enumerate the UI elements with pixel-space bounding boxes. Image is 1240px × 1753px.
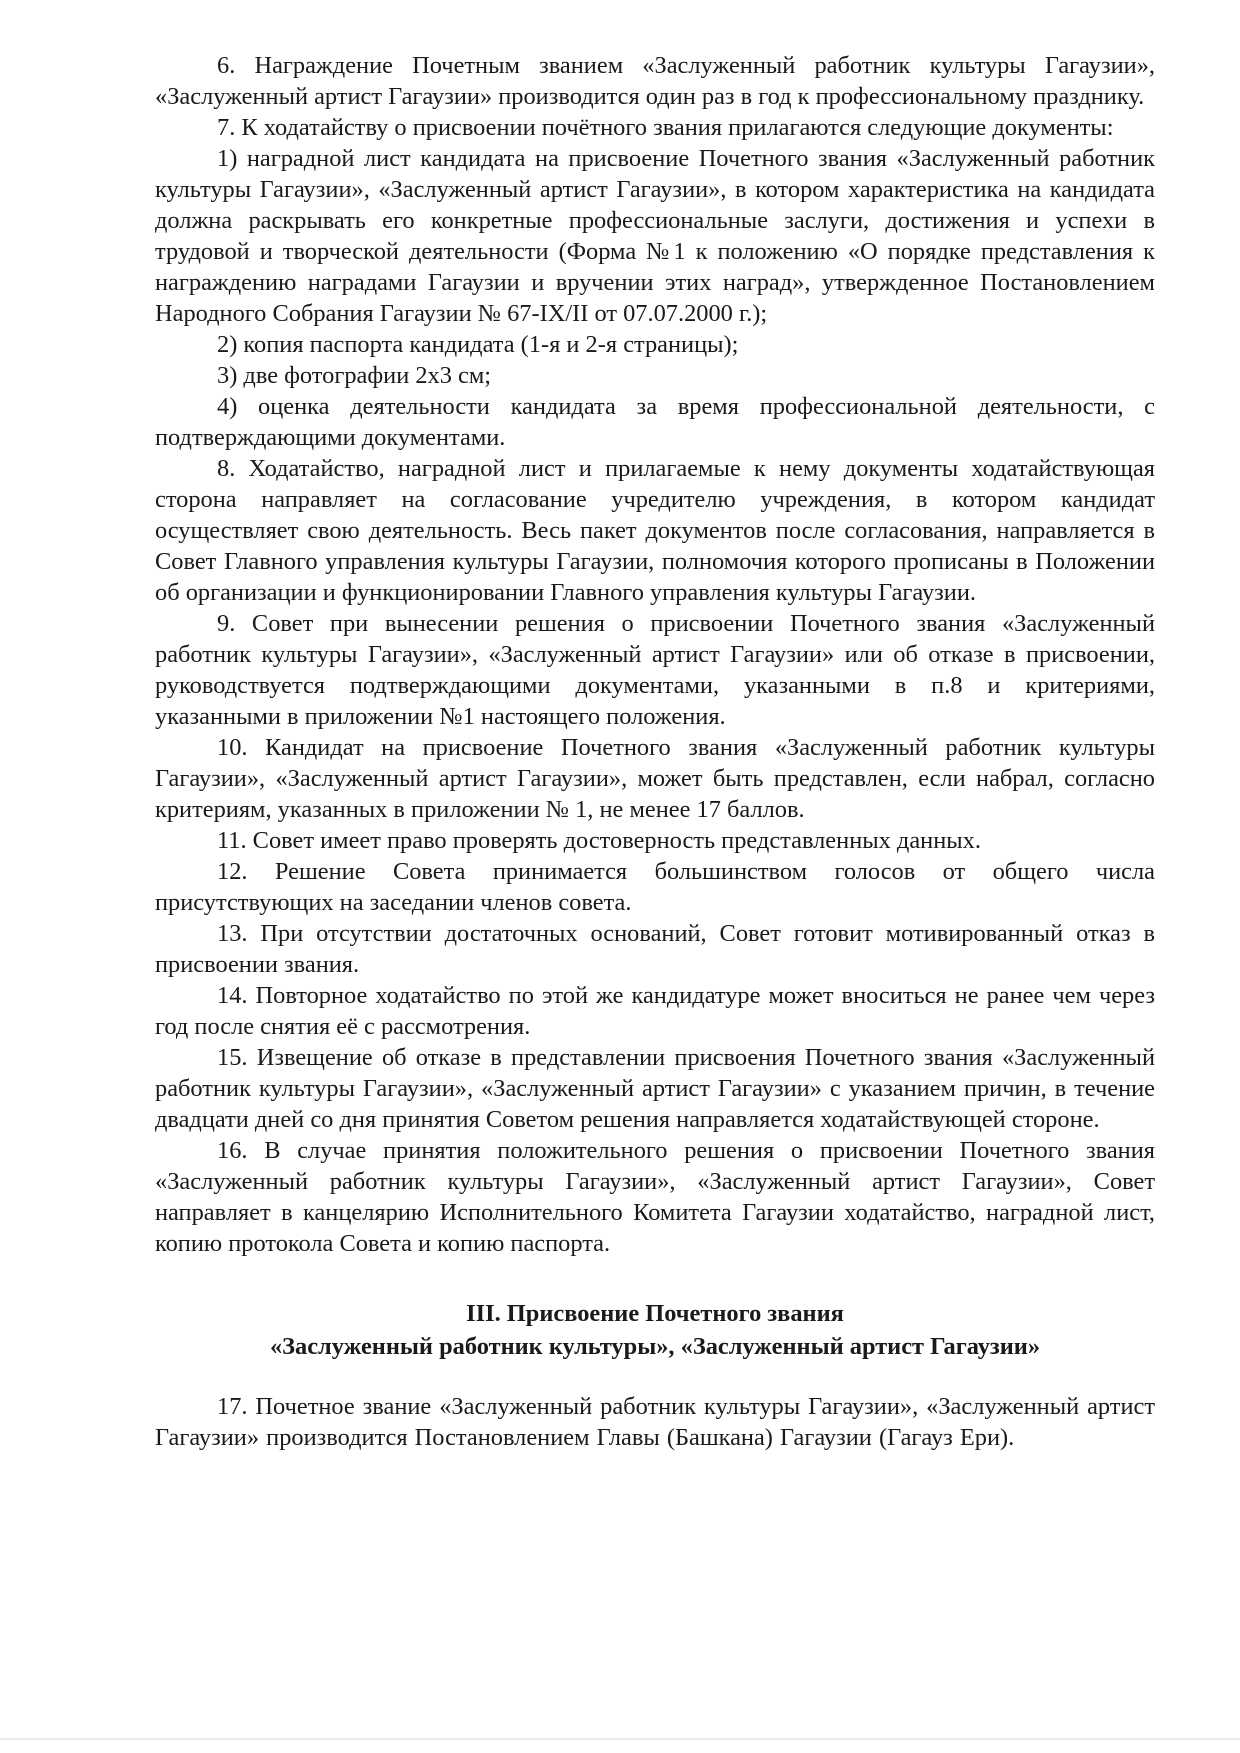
paragraph-16: 16. В случае принятия положительного решения о присвоении Почетного звания «Заслуженный работник культуры Гагаузии», «Заслуженный артист Гагаузии», Совет направляет в канцелярию Исполнительного Комитета Гагаузии ходатайство, наградной лист, копию протокола Совета и копию паспорта. (155, 1137, 1155, 1257)
list-item-3: 3) две фотографии 2х3 см; (217, 362, 492, 389)
list-item-2: 2) копия паспорта кандидата (1-я и 2-я страницы); (217, 331, 739, 358)
paragraph-7: 7. К ходатайству о присвоении почётного звания прилагаются следующие документы: (217, 114, 1114, 141)
section-heading (155, 1297, 1155, 1363)
document-page (155, 50, 1155, 1453)
list-item-1: 1) наградной лист кандидата на присвоение Почетного звания «Заслуженный работник культуры Гагаузии», «Заслуженный артист Гагаузии», в котором характеристика на кандидата должна раскрывать его конкретные профессиональные заслуги, достижения и успехи в трудовой и творческой деятельности (Форма №1 к положению «О порядке представления к награждению наградами Гагаузии и вручении этих наград», утвержденное Постановлением Народного Собрания Гагаузии № 67-IX/II от 07.07.2000 г.); (155, 145, 1155, 327)
paragraph-6: 6. Награждение Почетным званием «Заслуженный работник культуры Гагаузии», «Заслуженный артист Гагаузии» производится один раз в год к профессиональному празднику. (155, 52, 1155, 110)
paragraph-11: 11. Совет имеет право проверять достоверность представленных данных. (217, 827, 981, 854)
paragraph-13: 13. При отсутствии достаточных оснований, Совет готовит мотивированный отказ в присвоении звания. (155, 920, 1155, 978)
paragraph-15: 15. Извещение об отказе в представлении присвоения Почетного звания «Заслуженный работник культуры Гагаузии», «Заслуженный артист Гагаузии» с указанием причин, в течение двадцати дней со дня принятия Советом решения направляется ходатайствующей стороне. (155, 1044, 1155, 1133)
paragraph-14: 14. Повторное ходатайство по этой же кандидатуре может вноситься не ранее чем через год после снятия её с рассмотрения. (155, 982, 1155, 1040)
scan-edge-divider (0, 1738, 1240, 1740)
paragraph-10: 10. Кандидат на присвоение Почетного звания «Заслуженный работник культуры Гагаузии», «Заслуженный артист Гагаузии», может быть представлен, если набрал, согласно критериям, указанных в приложении № 1, не менее 17 баллов. (155, 734, 1155, 823)
paragraph-12: 12. Решение Совета принимается большинством голосов от общего числа присутствующих на заседании членов совета. (155, 858, 1155, 916)
paragraph-9: 9. Совет при вынесении решения о присвоении Почетного звания «Заслуженный работник культуры Гагаузии», «Заслуженный артист Гагаузии» или об отказе в присвоении, руководствуется подтверждающими документами, указанными в п.8 и критериями, указанными в приложении №1 настоящего положения. (155, 610, 1155, 730)
section-heading-line-2: «Заслуженный работник культуры», «Заслуженный артист Гагаузии» (269, 1333, 1041, 1360)
list-item-4: 4) оценка деятельности кандидата за время профессиональной деятельности, с подтверждающими документами. (155, 393, 1155, 451)
section-heading-line-1: III. Присвоение Почетного звания (466, 1300, 844, 1327)
paragraph-17: 17. Почетное звание «Заслуженный работник культуры Гагаузии», «Заслуженный артист Гагаузии» производится Постановлением Главы (Башкана) Гагаузии (Гагауз Ери). (155, 1393, 1155, 1451)
paragraph-8: 8. Ходатайство, наградной лист и прилагаемые к нему документы ходатайствующая сторона направляет на согласование учредителю учреждения, в котором кандидат осуществляет свою деятельность. Весь пакет документов после согласования, направляется в Совет Главного управления культуры Гагаузии, полномочия которого прописаны в Положении об организации и функционировании Главного управления культуры Гагаузии. (155, 455, 1155, 606)
